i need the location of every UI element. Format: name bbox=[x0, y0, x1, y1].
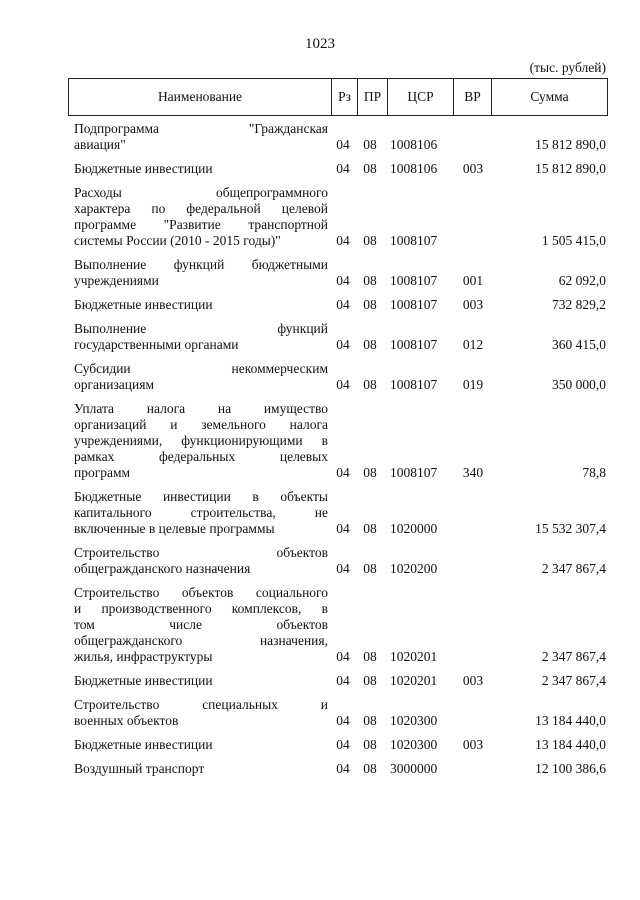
row-name-line: капитального строительства, не bbox=[74, 505, 328, 520]
row-name-line: учреждениями bbox=[74, 273, 159, 288]
row-vr: 340 bbox=[462, 465, 484, 480]
row-name bbox=[68, 697, 328, 729]
row-csr: 3000000 bbox=[390, 761, 438, 776]
row-pr: 08 bbox=[363, 737, 377, 752]
table-row bbox=[68, 297, 608, 313]
table-row bbox=[68, 585, 608, 665]
table-body bbox=[68, 121, 608, 785]
row-name bbox=[68, 545, 328, 577]
row-csr: 1008106 bbox=[390, 161, 438, 176]
row-pr: 08 bbox=[363, 465, 377, 480]
row-name-line: Выполнение функций bbox=[74, 321, 328, 336]
row-name bbox=[68, 321, 328, 353]
row-name-line: включенные в целевые программы bbox=[74, 521, 275, 536]
row-pr: 08 bbox=[363, 233, 377, 248]
row-pr: 08 bbox=[363, 273, 377, 288]
row-name-line: Бюджетные инвестиции bbox=[74, 297, 213, 312]
row-csr: 1020201 bbox=[390, 673, 438, 688]
table-row bbox=[68, 257, 608, 289]
row-sum: 1 505 415,0 bbox=[541, 233, 606, 248]
table-row bbox=[68, 321, 608, 353]
row-name bbox=[68, 489, 328, 537]
page-number: 1023 bbox=[305, 36, 335, 52]
row-csr: 1020200 bbox=[390, 561, 438, 576]
row-name-line: общегражданского назначения, bbox=[74, 633, 328, 648]
table-row bbox=[68, 489, 608, 537]
row-name-line: Уплата налога на имущество bbox=[74, 401, 328, 416]
row-sum: 15 532 307,4 bbox=[535, 521, 606, 536]
row-rz: 04 bbox=[336, 521, 350, 536]
header-pr: ПР bbox=[357, 79, 387, 115]
row-name-line: государственными органами bbox=[74, 337, 239, 352]
row-name-line: жилья, инфраструктуры bbox=[74, 649, 213, 664]
row-name-line: Строительство объектов социального bbox=[74, 585, 328, 600]
row-sum: 2 347 867,4 bbox=[541, 561, 606, 576]
row-csr: 1020000 bbox=[390, 521, 438, 536]
row-name-line: системы России (2010 - 2015 годы)" bbox=[74, 233, 281, 248]
table-row bbox=[68, 121, 608, 153]
row-sum: 2 347 867,4 bbox=[541, 673, 606, 688]
header-sum: Сумма bbox=[491, 79, 607, 115]
row-sum: 12 100 386,6 bbox=[535, 761, 606, 776]
row-name bbox=[68, 185, 328, 249]
row-csr: 1008107 bbox=[390, 377, 438, 392]
row-csr: 1020201 bbox=[390, 649, 438, 664]
row-name-line: Подпрограмма "Гражданская bbox=[74, 121, 328, 136]
header-vr: ВР bbox=[453, 79, 491, 115]
row-sum: 62 092,0 bbox=[558, 273, 606, 288]
row-pr: 08 bbox=[363, 713, 377, 728]
row-rz: 04 bbox=[336, 297, 350, 312]
row-pr: 08 bbox=[363, 673, 377, 688]
table-row bbox=[68, 737, 608, 753]
row-rz: 04 bbox=[336, 561, 350, 576]
row-rz: 04 bbox=[336, 233, 350, 248]
header-csr: ЦСР bbox=[387, 79, 453, 115]
row-csr: 1008107 bbox=[390, 233, 438, 248]
row-name-line: авиация" bbox=[74, 137, 126, 152]
row-vr: 012 bbox=[462, 337, 484, 352]
row-csr: 1020300 bbox=[390, 713, 438, 728]
row-sum: 13 184 440,0 bbox=[535, 737, 606, 752]
row-name-line: Бюджетные инвестиции bbox=[74, 161, 213, 176]
row-sum: 15 812 890,0 bbox=[535, 137, 606, 152]
row-sum: 732 829,2 bbox=[552, 297, 606, 312]
row-name-line: рамках федеральных целевых bbox=[74, 449, 328, 464]
table-row bbox=[68, 697, 608, 729]
row-rz: 04 bbox=[336, 465, 350, 480]
row-rz: 04 bbox=[336, 377, 350, 392]
row-name-line: Строительство специальных и bbox=[74, 697, 328, 712]
row-name bbox=[68, 257, 328, 289]
row-name bbox=[68, 401, 328, 481]
row-rz: 04 bbox=[336, 337, 350, 352]
units-label: (тыс. рублей) bbox=[529, 60, 606, 75]
row-sum: 15 812 890,0 bbox=[535, 161, 606, 176]
row-sum: 78,8 bbox=[582, 465, 606, 480]
row-rz: 04 bbox=[336, 137, 350, 152]
table-row bbox=[68, 545, 608, 577]
row-csr: 1008107 bbox=[390, 337, 438, 352]
row-name-line: Выполнение функций бюджетными bbox=[74, 257, 328, 272]
row-name-line: Строительство объектов bbox=[74, 545, 328, 560]
row-name bbox=[68, 761, 328, 777]
row-vr: 001 bbox=[462, 273, 484, 288]
row-rz: 04 bbox=[336, 737, 350, 752]
row-name bbox=[68, 121, 328, 153]
row-rz: 04 bbox=[336, 649, 350, 664]
row-name bbox=[68, 673, 328, 689]
row-pr: 08 bbox=[363, 337, 377, 352]
row-pr: 08 bbox=[363, 377, 377, 392]
header-name: Наименование bbox=[157, 89, 243, 104]
row-rz: 04 bbox=[336, 713, 350, 728]
row-name bbox=[68, 361, 328, 393]
row-name-line: характера по федеральной целевой bbox=[74, 201, 328, 216]
row-vr: 003 bbox=[462, 673, 484, 688]
row-csr: 1008106 bbox=[390, 137, 438, 152]
row-name-line: Субсидии некоммерческим bbox=[74, 361, 328, 376]
row-sum: 2 347 867,4 bbox=[541, 649, 606, 664]
row-pr: 08 bbox=[363, 137, 377, 152]
row-name bbox=[68, 585, 328, 665]
row-name bbox=[68, 161, 328, 177]
row-pr: 08 bbox=[363, 561, 377, 576]
row-pr: 08 bbox=[363, 521, 377, 536]
row-name-line: том числе объектов bbox=[74, 617, 328, 632]
row-name-line: общегражданского назначения bbox=[74, 561, 251, 576]
row-vr: 003 bbox=[462, 737, 484, 752]
row-vr: 003 bbox=[462, 297, 484, 312]
table-row bbox=[68, 761, 608, 777]
row-csr: 1008107 bbox=[390, 273, 438, 288]
row-rz: 04 bbox=[336, 761, 350, 776]
row-name bbox=[68, 297, 328, 313]
row-rz: 04 bbox=[336, 673, 350, 688]
row-name-line: Расходы общепрограммного bbox=[74, 185, 328, 200]
row-name-line: программ bbox=[74, 465, 131, 480]
row-name-line: Бюджетные инвестиции в объекты bbox=[74, 489, 328, 504]
row-pr: 08 bbox=[363, 761, 377, 776]
row-name-line: и производственного комплексов, в bbox=[74, 601, 328, 616]
row-vr: 003 bbox=[462, 161, 484, 176]
row-name-line: Воздушный транспорт bbox=[74, 761, 205, 776]
row-rz: 04 bbox=[336, 273, 350, 288]
row-csr: 1008107 bbox=[390, 297, 438, 312]
table-header bbox=[68, 78, 608, 116]
table-row bbox=[68, 401, 608, 481]
row-name-line: организаций и земельного налога bbox=[74, 417, 328, 432]
row-pr: 08 bbox=[363, 297, 377, 312]
row-pr: 08 bbox=[363, 649, 377, 664]
row-csr: 1008107 bbox=[390, 465, 438, 480]
header-rz: Рз bbox=[331, 79, 357, 115]
row-name-line: военных объектов bbox=[74, 713, 179, 728]
table-row bbox=[68, 161, 608, 177]
row-rz: 04 bbox=[336, 161, 350, 176]
row-name-line: учреждениями, функционирующими в bbox=[74, 433, 328, 448]
row-name-line: программе "Развитие транспортной bbox=[74, 217, 328, 232]
table-row bbox=[68, 361, 608, 393]
row-sum: 360 415,0 bbox=[552, 337, 606, 352]
row-pr: 08 bbox=[363, 161, 377, 176]
row-name-line: Бюджетные инвестиции bbox=[74, 673, 213, 688]
row-vr: 019 bbox=[462, 377, 484, 392]
row-name-line: Бюджетные инвестиции bbox=[74, 737, 213, 752]
table-row bbox=[68, 673, 608, 689]
row-sum: 13 184 440,0 bbox=[535, 713, 606, 728]
row-sum: 350 000,0 bbox=[552, 377, 606, 392]
row-name bbox=[68, 737, 328, 753]
row-name-line: организациям bbox=[74, 377, 155, 392]
row-csr: 1020300 bbox=[390, 737, 438, 752]
table-row bbox=[68, 185, 608, 249]
